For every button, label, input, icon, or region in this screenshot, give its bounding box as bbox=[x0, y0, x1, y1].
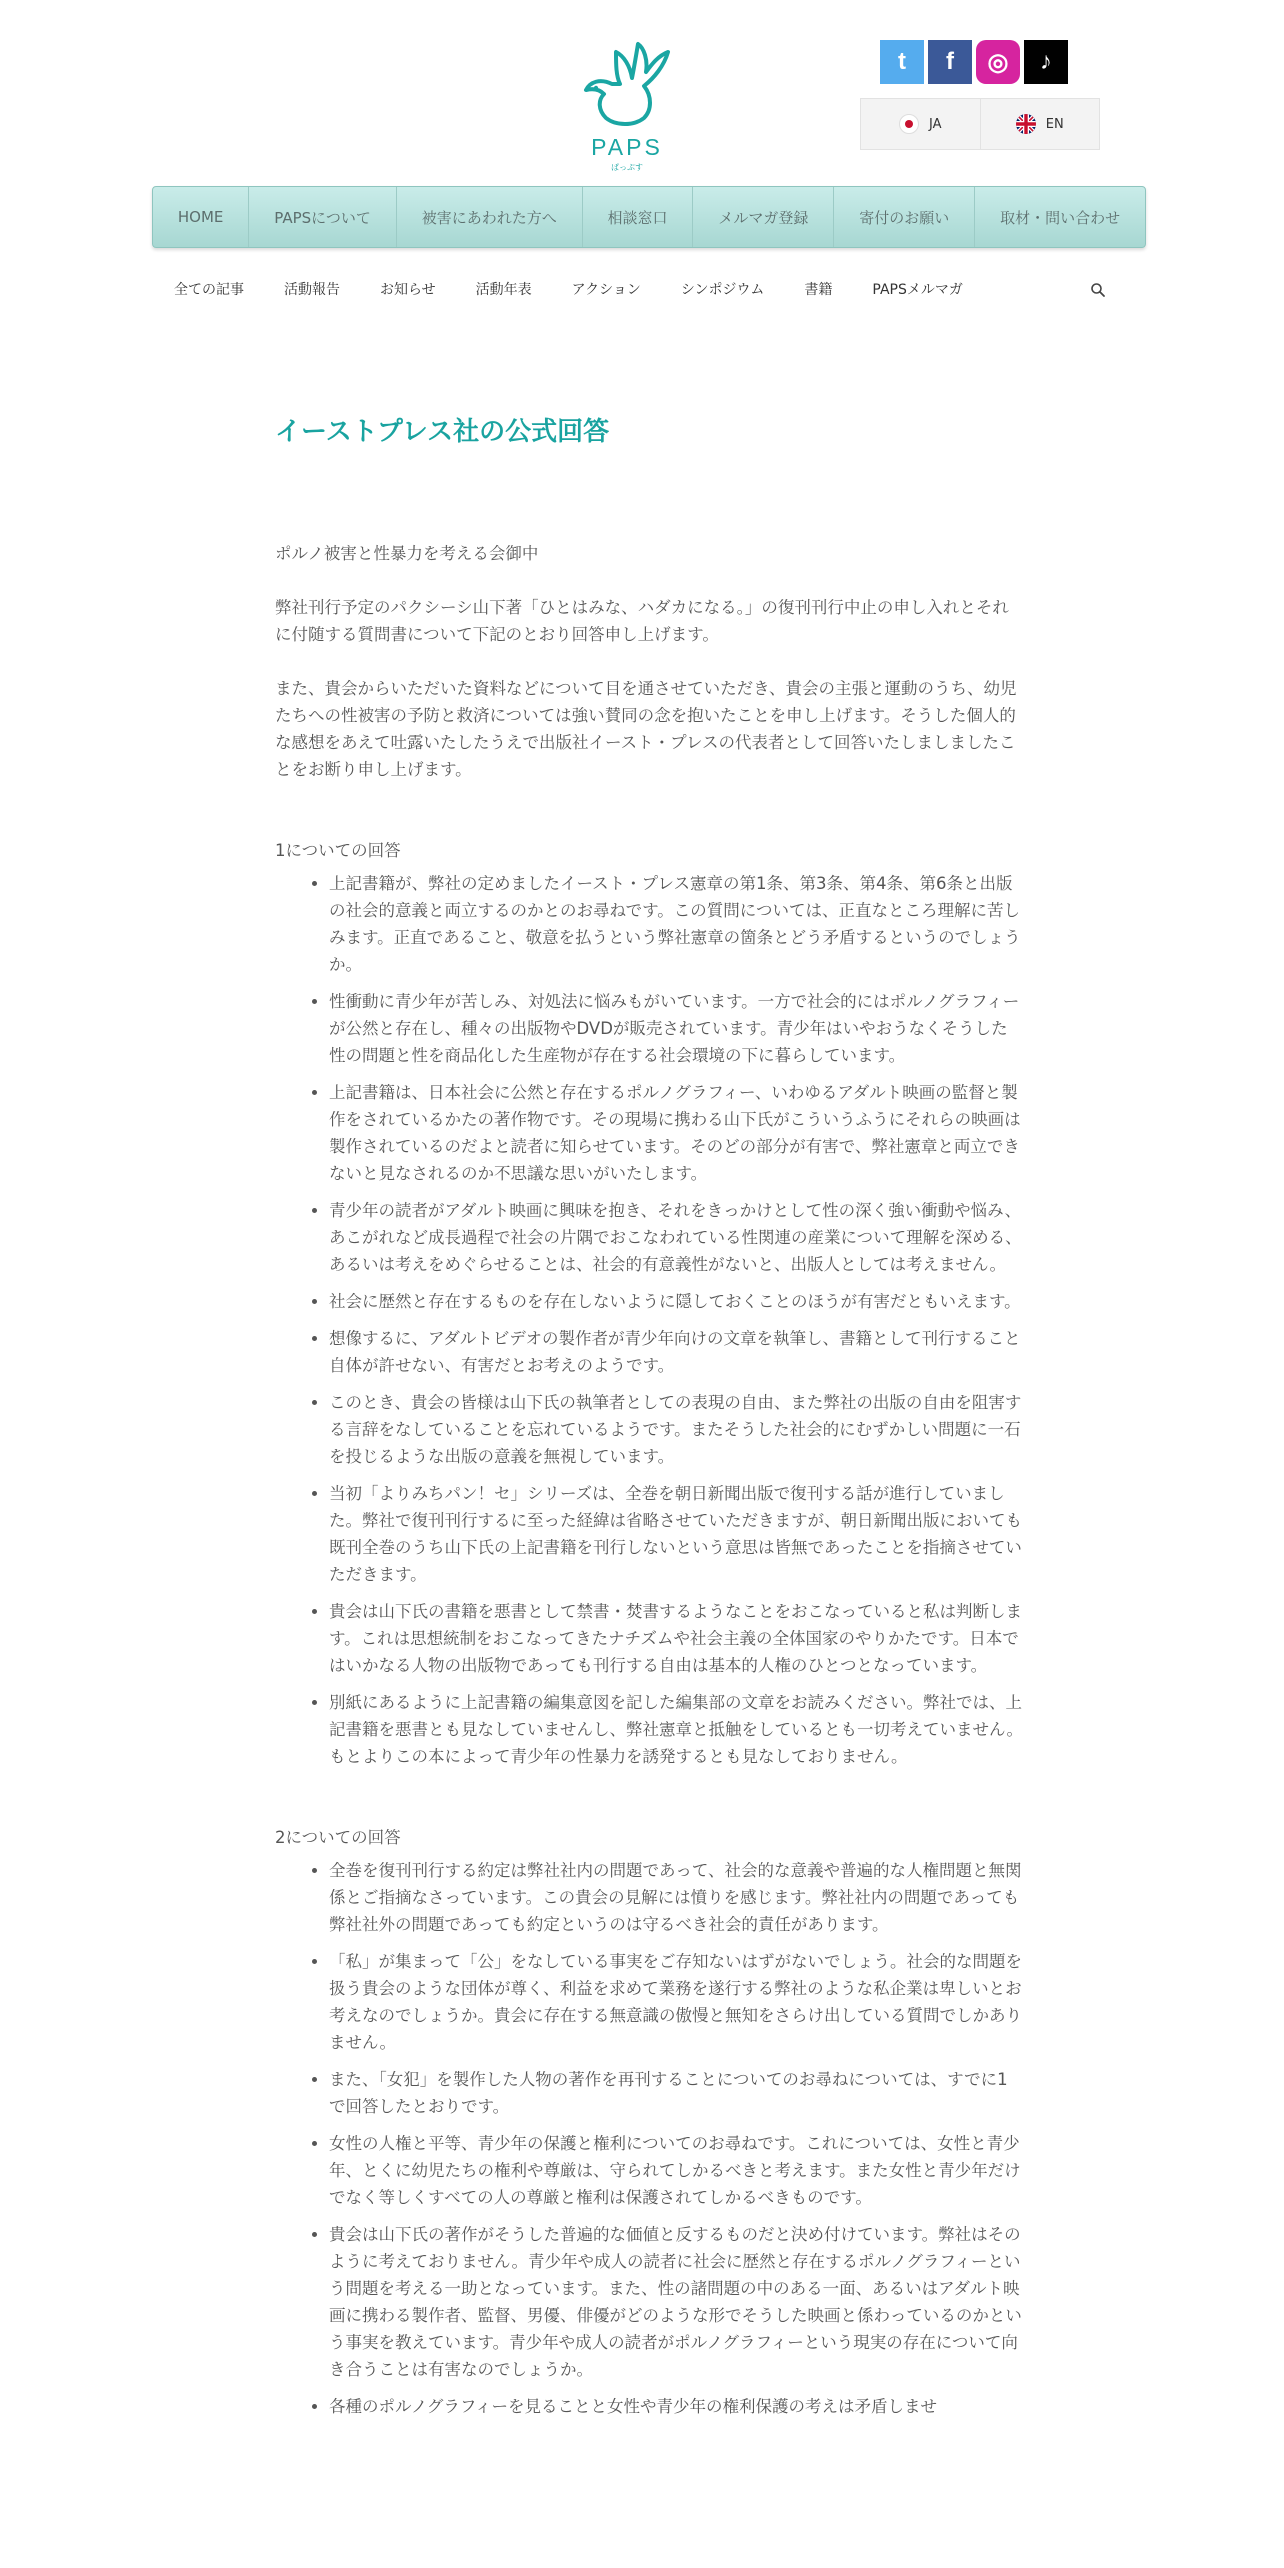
facebook-icon[interactable]: f bbox=[928, 40, 972, 84]
list-item: • 社会に歴然と存在するものを存在しないように隠しておくことのほうが有害だともいえます。 bbox=[329, 1288, 1023, 1315]
logo-wordmark: PAPS bbox=[591, 134, 663, 160]
category-books[interactable]: 書籍 bbox=[804, 282, 833, 298]
uk-flag-icon bbox=[1016, 114, 1036, 134]
list-item: • 当初「よりみちパン！セ」シリーズは、全巻を朝日新聞出版で復刊する話が進行していました。弊社で復刊刊行するに至った経緯は省略させていただきますが、朝日新聞出版においても既刊全巻のうち山下氏の上記書籍を刊行しないという意思は皆無であったことを指摘させていただきます。 bbox=[329, 1480, 1023, 1588]
list-item: • 性衝動に青少年が苦しみ、対処法に悩みもがいています。一方で社会的にはポルノグラフィーが公然と存在し、種々の出版物やDVDが販売されています。青少年はいやおうなくそうした性の問題と性を商品化した生産物が存在する社会環境の下に暮らしています。 bbox=[329, 988, 1023, 1069]
article-paragraph: 弊社刊行予定のパクシーシ山下著「ひとはみな、ハダカになる。」の復刊刊行中止の申し入れとそれに付随する質問書について下記のとおり回答申し上げます。 bbox=[275, 598, 1009, 644]
nav-consultation[interactable]: 相談窓口 bbox=[583, 187, 694, 247]
article bbox=[275, 412, 1023, 2430]
paps-logo[interactable] bbox=[572, 38, 682, 173]
category-action[interactable]: アクション bbox=[571, 282, 641, 298]
nav-about[interactable]: PAPSについて bbox=[249, 187, 396, 247]
list-item: • 「私」が集まって「公」をなしている事実をご存知ないはずがないでしょう。社会的な問題を扱う貴会のような団体が尊く、利益を求めて業務を遂行する弊社のような私企業は卑しいとお考えなのでしょうか。貴会に存在する無意識の傲慢と無知をさらけ出している質問でしかありません。 bbox=[329, 1948, 1023, 2056]
list-item: • 各種のポルノグラフィーを見ることと女性や青少年の権利保護の考えは矛盾しませ bbox=[329, 2393, 1023, 2420]
category-symposium[interactable]: シンポジウム bbox=[680, 282, 765, 298]
search-icon[interactable] bbox=[1090, 282, 1106, 298]
list-item: • 女性の人権と平等、青少年の保護と権利についてのお尋ねです。これについては、女性と青少年、とくに幼児たちの権利や尊厳は、守られてしかるべきと考えます。また女性と青少年だけでなく等しくすべての人の尊厳と権利は保護されてしかるべきものです。 bbox=[329, 2130, 1023, 2211]
language-switcher bbox=[860, 98, 1100, 150]
language-label-en: EN bbox=[1045, 116, 1064, 132]
twitter-icon[interactable]: t bbox=[880, 40, 924, 84]
nav-home[interactable]: HOME bbox=[153, 187, 249, 247]
tiktok-icon[interactable]: ♪ bbox=[1024, 40, 1068, 84]
category-news[interactable]: お知らせ bbox=[380, 282, 436, 298]
section-heading: 1についての回答 bbox=[275, 841, 401, 860]
list-item: • 青少年の読者がアダルト映画に興味を抱き、それをきっかけとして性の深く強い衝動や悩み、あこがれなど成長過程で社会の片隅でおこなわれている性関連の産業について理解を深める、あるいは考えをめぐらせることは、社会的有意義性がないと、出版人としては考えません。 bbox=[329, 1197, 1023, 1278]
article-paragraph: ポルノ被害と性暴力を考える会御中 bbox=[275, 544, 539, 563]
list-item: • 貴会は山下氏の著作がそうした普遍的な価値と反するものだと決め付けています。弊社はそのように考えておりません。青少年や成人の読者に社会に歴然と存在するポルノグラフィーという問題を考える一助となっています。また、性の諸問題の中のある一面、あるいはアダルト映画に携わる製作者、監督、男優、俳優がどのような形でそうした映画と係わっているのかという事実を教えています。青少年や成人の読者がポルノグラフィーという現実の存在について向き合うことは有害なのでしょうか。 bbox=[329, 2221, 1023, 2383]
category-timeline[interactable]: 活動年表 bbox=[475, 282, 532, 298]
category-newsletter[interactable]: PAPSメルマガ bbox=[872, 282, 963, 298]
nav-contact[interactable]: 取材・問い合わせ bbox=[1000, 208, 1121, 227]
article-title: イーストプレス社の公式回答 bbox=[275, 417, 610, 447]
dove-icon bbox=[572, 38, 682, 134]
logo-subtitle: ぱっぷす bbox=[611, 163, 643, 172]
nav-newsletter[interactable]: メルマガ登録 bbox=[693, 187, 834, 247]
social-links bbox=[880, 40, 1068, 84]
category-reports[interactable]: 活動報告 bbox=[284, 282, 340, 298]
language-label-ja: JA bbox=[929, 116, 942, 132]
list-item: • このとき、貴会の皆様は山下氏の執筆者としての表現の自由、また弊社の出版の自由を阻害する言辞をなしていることを忘れているようです。またそうした社会的にむずかしい問題に一石を投じるような出版の意義を無視しています。 bbox=[329, 1389, 1023, 1470]
answer-list-2 bbox=[275, 1857, 1023, 2420]
list-item: • 全巻を復刊刊行する約定は弊社社内の問題であって、社会的な意義や普遍的な人権問題と無関係とご指摘なさっています。この貴会の見解には憤りを感じます。弊社社内の問題であっても弊社社外の問題であっても約定というのは守るべき社会的責任があります。 bbox=[329, 1857, 1023, 1938]
nav-donation[interactable]: 寄付のお願い bbox=[834, 187, 975, 247]
list-item: • 上記書籍が、弊社の定めましたイースト・プレス憲章の第1条、第3条、第4条、第6条と出版の社会的意義と両立するのかとのお尋ねです。この質問については、正直なところ理解に苦しみます。正直であること、敬意を払うという弊社憲章の箇条とどう矛盾するというのでしょうか。 bbox=[329, 870, 1023, 978]
list-item: • 上記書籍は、日本社会に公然と存在するポルノグラフィー、いわゆるアダルト映画の監督と製作をされているかたの著作物です。その現場に携わる山下氏がこういうふうにそれらの映画は製作されているのだよと読者に知らせています。そのどの部分が有害で、弊社憲章と両立できないと見なされるのか不思議な思いがいたします。 bbox=[329, 1079, 1023, 1187]
main-navigation bbox=[152, 186, 1146, 248]
list-item: • また、「女犯」を製作した人物の著作を再刊することについてのお尋ねについては、すでに1で回答したとおりです。 bbox=[329, 2066, 1023, 2120]
language-option-en[interactable] bbox=[980, 99, 1100, 149]
japan-flag-icon bbox=[899, 114, 919, 134]
language-option-ja[interactable] bbox=[861, 99, 980, 149]
section-heading: 2についての回答 bbox=[275, 1828, 401, 1847]
list-item: • 貴会は山下氏の書籍を悪書として禁書・焚書するようなことをおこなっていると私は判断します。これは思想統制をおこなってきたナチズムや社会主義の全体国家のやりかたです。日本ではいかなる人物の出版物であっても刊行する自由は基本的人権のひとつとなっています。 bbox=[329, 1598, 1023, 1679]
blog-category-nav bbox=[174, 276, 1003, 302]
category-all[interactable]: 全ての記事 bbox=[174, 282, 244, 298]
instagram-icon[interactable]: ◎ bbox=[976, 40, 1020, 84]
article-paragraph: また、貴会からいただいた資料などについて目を通させていただき、貴会の主張と運動のうち、幼児たちへの性被害の予防と救済については強い賛同の念を抱いたことを申し上げます。そうした個人的な感想をあえて吐露いたしたうえで出版社イースト・プレスの代表者として回答いたしましましたことをお断り申し上げます。 bbox=[275, 679, 1017, 779]
nav-victims[interactable]: 被害にあわれた方へ bbox=[397, 187, 583, 247]
list-item: • 想像するに、アダルトビデオの製作者が青少年向けの文章を執筆し、書籍として刊行すること自体が許せない、有害だとお考えのようです。 bbox=[329, 1325, 1023, 1379]
list-item: • 別紙にあるように上記書籍の編集意図を記した編集部の文章をお読みください。弊社では、上記書籍を悪書とも見なしていませんし、弊社憲章と抵触をしているとも一切考えていません。もとよりこの本によって青少年の性暴力を誘発するとも見なしておりません。 bbox=[329, 1689, 1023, 1770]
answer-list-1 bbox=[275, 870, 1023, 1770]
